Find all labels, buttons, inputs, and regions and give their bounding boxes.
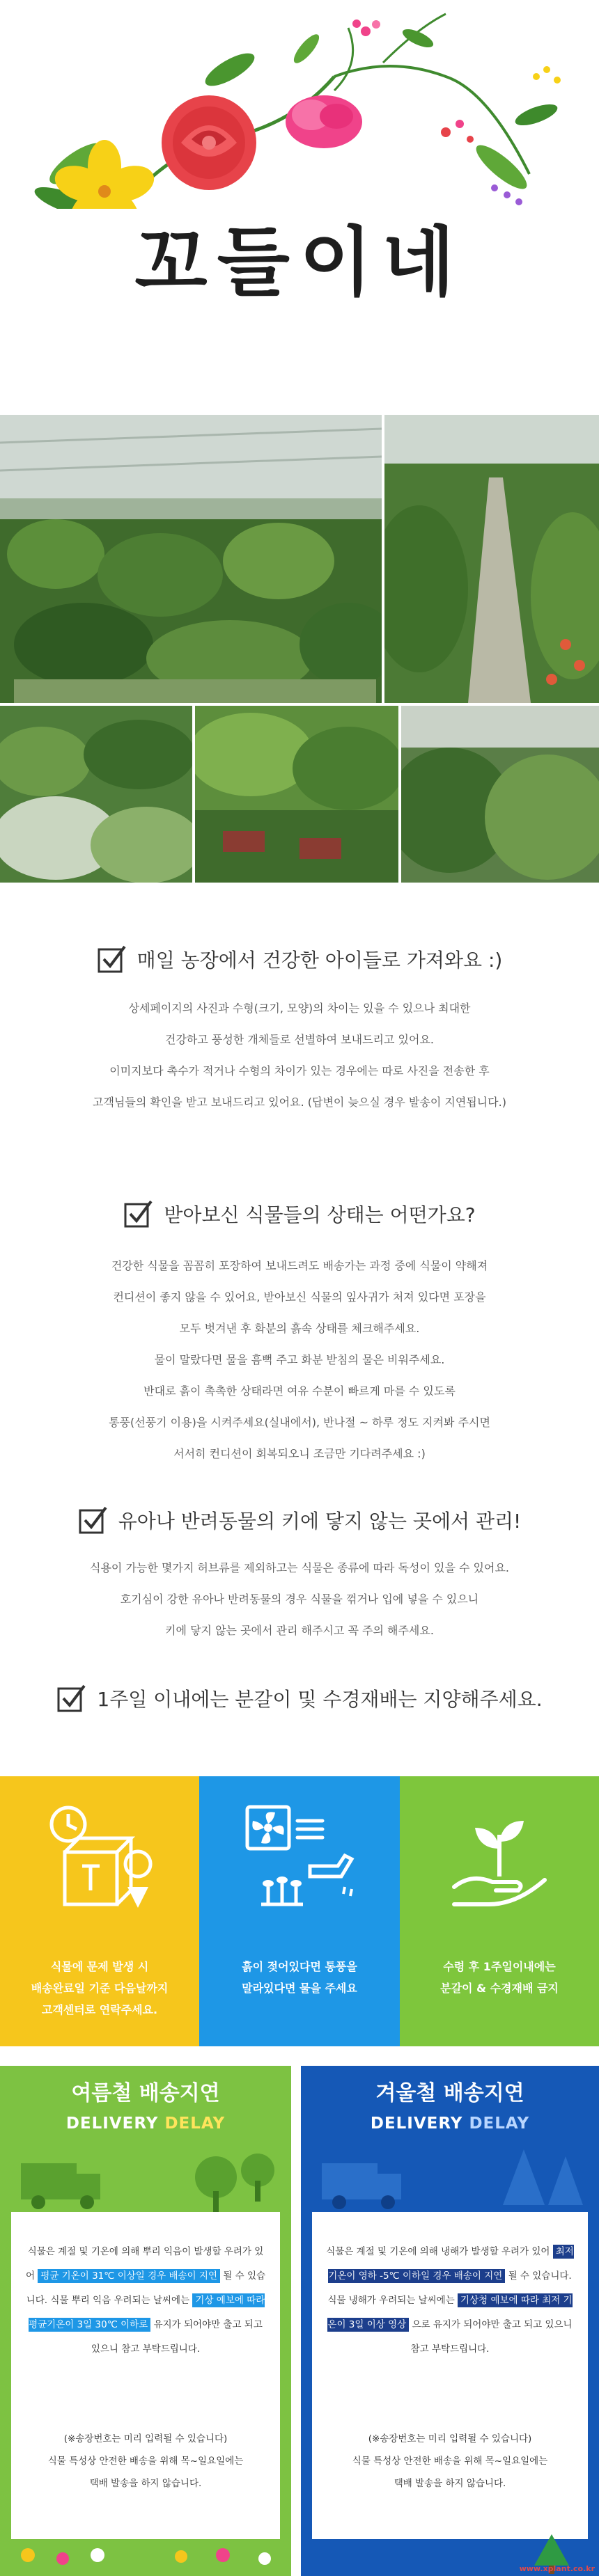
winter-subtitle: DELIVERY DELAY [370, 2115, 530, 2133]
card-line: 흙이 젖어있다면 통풍을 [242, 1960, 357, 1973]
delivery-delay-banners [0, 2066, 599, 2576]
section-fresh-from-farm [0, 944, 599, 1118]
care-info-cards [0, 1776, 599, 2046]
greenhouse-photo-grid [0, 415, 599, 883]
greenhouse-photo [0, 415, 382, 703]
card-line: 수령 후 1주일이내에는 [443, 1960, 556, 1973]
section-title: 매일 농장에서 건강한 아이들로 가져와요 :) [137, 949, 503, 972]
greenhouse-photo [195, 706, 398, 883]
fan-watering-icon [240, 1800, 359, 1918]
winter-delay-banner [301, 2066, 599, 2576]
section-no-repotting [0, 1683, 599, 1714]
winter-note: (※송장번호는 미리 입력될 수 있습니다) 식물 특성상 안전한 배송을 위해 목~일요일에는 택배 발송을 하지 않습니다. [352, 2433, 548, 2489]
card-water-ventilation [199, 1776, 400, 2046]
checkbox-icon [78, 1505, 109, 1535]
greenhouse-photo [0, 706, 192, 883]
summer-subtitle: DELIVERY DELAY [65, 2115, 226, 2133]
checkbox-icon [97, 944, 127, 974]
section-keep-away-children-pets [0, 1505, 599, 1646]
card-report-problem [0, 1776, 199, 2046]
section-title: 유아나 반려동물의 키에 닿지 않는 곳에서 관리! [118, 1510, 522, 1533]
body-line: 이미지보다 촉수가 적거나 수형의 차이가 있는 경우에는 따로 사진을 전송한 후 [109, 1064, 490, 1077]
body-line: 상세페이지의 사진과 수형(크기, 모양)의 차이는 있을 수 있으나 최대한 [128, 1002, 471, 1015]
body-line: 물이 말랐다면 물을 흠뻑 주고 화분 받침의 물은 비워주세요. [154, 1353, 445, 1366]
card-line: 분갈이 & 수경재배 금지 [440, 1982, 559, 1995]
summer-title: 여름철 배송지연 [71, 2081, 220, 2105]
card-line: 배송완료일 기준 다음날까지 [31, 1982, 169, 1995]
body-line: 모두 벗겨낸 후 화분의 흙속 상태를 체크해주세요. [179, 1322, 420, 1335]
flower-illustration [0, 0, 599, 209]
card-line: 말라있다면 물을 주세요 [242, 1982, 357, 1995]
body-line: 건강한 식물을 꼼꼼히 포장하여 보내드려도 배송가는 과정 중에 식물이 약해져 [111, 1259, 488, 1272]
flower-border-illustration [0, 2534, 291, 2576]
card-no-repotting [400, 1776, 599, 2046]
card-line: 고객센터로 연락주세요. [41, 2003, 158, 2016]
card-line: 식물에 문제 발생 시 [50, 1960, 149, 1973]
winter-body: 식물은 계절 및 기온에 의해 냉해가 발생할 우려가 있어 최저기온이 영하 -5℃ 이하일 경우 배송이 지연 될 수 있습니다. 식물 냉해가 우려되는 날씨에는 기상청 예보에 따라 최저 기온이 3일 이상 영상 으로 유지가 되어야만 출고 되고 있으니 참고 부탁드립니다. [326, 2246, 574, 2355]
greenhouse-photo [384, 415, 599, 703]
brand-header [0, 0, 599, 390]
summer-delay-banner [0, 2066, 291, 2576]
body-line: 서서히 컨디션이 회복되오니 조금만 기다려주세요 :) [173, 1447, 426, 1460]
section-title: 1주일 이내에는 분갈이 및 수경재배는 지양해주세요. [97, 1688, 543, 1711]
brand-title: 꼬들이네 [134, 219, 465, 306]
body-line: 반대로 흙이 촉촉한 상태라면 여유 수분이 빠르게 마를 수 있도록 [143, 1384, 456, 1398]
body-line: 키에 닿지 않는 곳에서 관리 해주시고 꼭 주의 해주세요. [165, 1624, 434, 1637]
body-line: 호기심이 강한 유아나 반려동물의 경우 식물을 꺾거나 입에 넣을 수 있으니 [120, 1593, 479, 1606]
section-plant-condition [0, 1199, 599, 1469]
checkbox-icon [123, 1199, 154, 1229]
checkbox-icon [56, 1683, 87, 1714]
body-line: 통풍(선풍기 이용)을 시켜주세요(실내에서), 반나절 ~ 하루 정도 지켜봐 주시면 [109, 1416, 490, 1429]
body-line: 식용이 가능한 몇가지 허브류를 제외하고는 식물은 종류에 따라 독성이 있을 수 있어요. [90, 1561, 509, 1574]
summer-body: 식물은 계절 및 기온에 의해 뿌리 익음이 발생할 우려가 있어 평균 기온이 31℃ 이상일 경우 배송이 지연 될 수 있습니다. 식물 뿌리 익음 우려되는 날씨에는 기상 예보에 따라 평균기온이 3일 30℃ 이하로 유지가 되어야만 출고 되고 있으니 참고 부탁드립니다. [25, 2246, 266, 2355]
summer-note: (※송장번호는 미리 입력될 수 있습니다) 식물 특성상 안전한 배송을 위해 목~일요일에는 택배 발송을 하지 않습니다. [47, 2433, 244, 2489]
body-line: 건강하고 풍성한 개체들로 선별하여 보내드리고 있어요. [164, 1033, 434, 1046]
hand-sprout-icon [440, 1800, 559, 1918]
winter-title: 겨울철 배송지연 [375, 2081, 524, 2105]
section-title: 받아보신 식물들의 상태는 어떤가요? [164, 1203, 476, 1226]
greenhouse-photo [401, 706, 599, 883]
body-line: 컨디션이 좋지 않을 수 있어요, 받아보신 식물의 잎사귀가 처져 있다면 포장을 [113, 1290, 486, 1304]
site-watermark: www.xplant.co.kr [519, 2564, 595, 2573]
body-line: 고객님들의 확인을 받고 보내드리고 있어요. (답변이 늦으실 경우 발송이 지연됩니다.) [93, 1096, 506, 1109]
box-delivery-icon [40, 1800, 159, 1918]
